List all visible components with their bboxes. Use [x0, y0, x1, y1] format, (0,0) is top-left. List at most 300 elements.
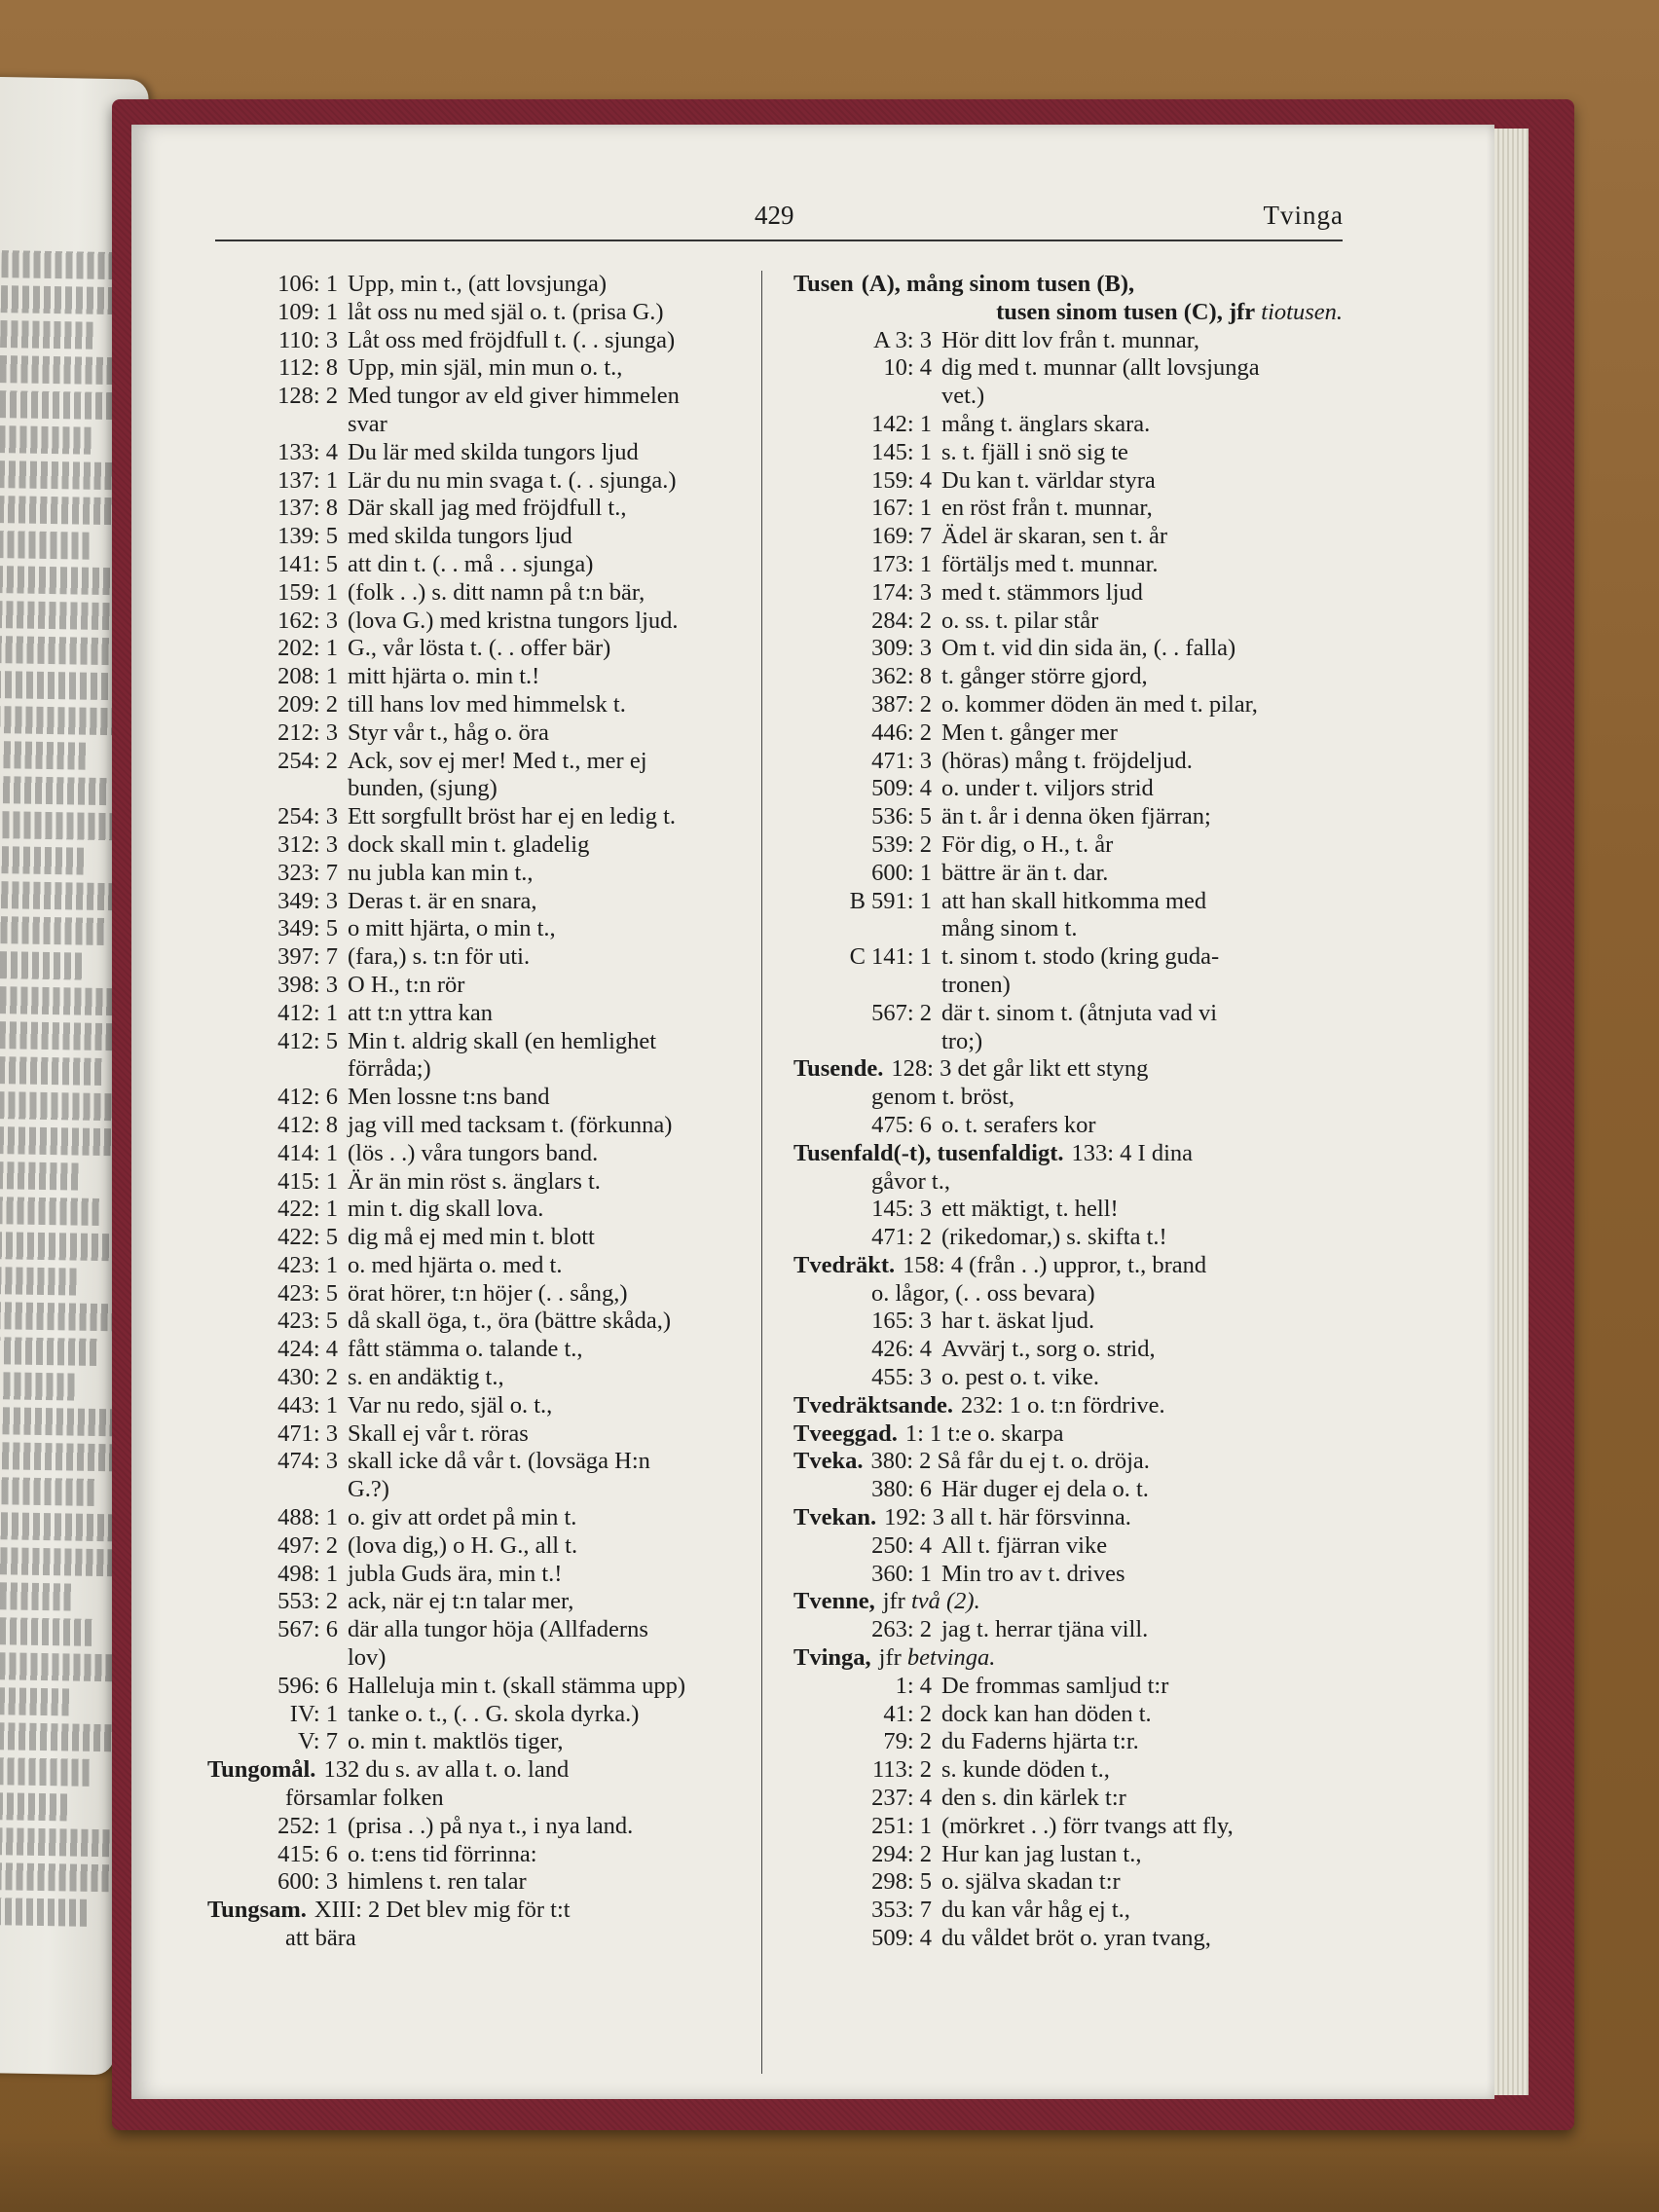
index-line [207, 1532, 748, 1561]
index-line [207, 1000, 748, 1028]
entry-text: 380: 2 Så får du ej t. o. dröja. [870, 1448, 1150, 1475]
entry-headword-line [207, 1897, 748, 1925]
entry-headword-line [793, 1448, 1343, 1476]
line-reference: 422: 1 [277, 1196, 338, 1223]
index-line [793, 1897, 1343, 1925]
line-reference: 162: 3 [277, 607, 338, 634]
line-text: än t. år i denna öken fjärran; [941, 803, 1211, 830]
index-line [793, 495, 1343, 523]
entry-text: tusen sinom tusen (C), jfr [996, 298, 1256, 325]
index-line [793, 635, 1343, 663]
line-reference: 133: 4 [277, 438, 338, 465]
line-reference: 600: 3 [277, 1868, 338, 1896]
line-text: att din t. (. . må . . sjunga) [348, 550, 594, 577]
index-line [207, 803, 748, 831]
index-line [207, 495, 748, 523]
index-line [793, 943, 1343, 972]
index-line [793, 1756, 1343, 1785]
line-text: Men lossne t:ns band [348, 1084, 550, 1111]
line-text: vet.) [941, 383, 985, 410]
line-reference: 141: 5 [277, 550, 338, 577]
entry-headword: Tusende. [793, 1055, 884, 1083]
index-line [207, 1504, 748, 1532]
index-line [793, 775, 1343, 803]
entry-text: jfr två (2). [882, 1588, 980, 1615]
line-text: nu jubla kan min t., [348, 859, 534, 886]
index-line [207, 1476, 748, 1504]
line-reference: 497: 2 [277, 1531, 338, 1559]
index-line [793, 1701, 1343, 1729]
index-line [793, 1308, 1343, 1336]
line-text: skall icke då vår t. (lovsäga H:n [348, 1448, 650, 1475]
line-reference: 323: 7 [277, 859, 338, 886]
line-text: Ädel är skaran, sen t. år [941, 523, 1167, 550]
line-text: Lär du nu min svaga t. (. . sjunga.) [348, 466, 677, 494]
entry-text: 128: 3 det går likt ett styng [891, 1055, 1149, 1083]
line-reference: 536: 5 [871, 803, 932, 830]
line-text: örat hörer, t:n höjer (. . sång,) [348, 1279, 628, 1307]
line-text: en röst från t. munnar, [941, 495, 1153, 522]
line-text: tronen) [941, 971, 1011, 998]
entry-headword-line [207, 1756, 748, 1785]
index-line [793, 915, 1343, 943]
line-reference: 498: 1 [277, 1560, 338, 1587]
line-reference: 443: 1 [277, 1391, 338, 1419]
index-line [207, 1168, 748, 1197]
line-text: Hör ditt lov från t. munnar, [941, 326, 1200, 353]
line-reference: 474: 3 [277, 1448, 338, 1475]
index-line [207, 719, 748, 748]
line-text: Med tungor av eld giver himmelen [348, 383, 680, 410]
entry-headword: Tvekan. [793, 1504, 877, 1531]
line-reference: 423: 5 [277, 1279, 338, 1307]
line-text: dig med t. munnar (allt lovsjunga [941, 354, 1260, 382]
line-text: Skall ej vår t. röras [348, 1419, 529, 1447]
index-line [793, 1112, 1343, 1140]
line-text: bättre är än t. dar. [941, 859, 1109, 886]
line-reference: 137: 8 [277, 495, 338, 522]
index-line [207, 1028, 748, 1056]
index-line [207, 1364, 748, 1392]
index-line [207, 354, 748, 383]
line-reference: 312: 3 [277, 830, 338, 858]
index-line [793, 1785, 1343, 1813]
line-reference: 415: 1 [277, 1167, 338, 1195]
index-line [793, 467, 1343, 496]
line-text: o. min t. maktlös tiger, [348, 1728, 564, 1755]
line-reference: 600: 1 [871, 859, 932, 886]
line-text: att han skall hitkomma med [941, 887, 1207, 914]
index-line [793, 1561, 1343, 1589]
line-text: tro;) [941, 1027, 983, 1054]
page-number: 429 [755, 201, 794, 230]
index-line [207, 299, 748, 327]
book-page [131, 125, 1494, 2099]
entry-headword: Tungsam. [207, 1897, 307, 1924]
index-line [207, 523, 748, 551]
index-line [207, 748, 748, 776]
line-reference: 110: 3 [277, 326, 338, 353]
index-line [207, 467, 748, 496]
line-reference: 298: 5 [871, 1868, 932, 1896]
line-text: (mörkret . .) förr tvangs att fly, [941, 1812, 1234, 1839]
entry-continuation: gåvor t., [871, 1167, 950, 1195]
entry-continuation: genom t. bröst, [871, 1084, 1014, 1111]
line-reference: 212: 3 [277, 719, 338, 746]
line-text: Deras t. är en snara, [348, 887, 537, 914]
entry-headword-line [793, 1140, 1343, 1168]
line-reference: 539: 2 [871, 830, 932, 858]
line-text: där t. sinom t. (åtnjuta vad vi [941, 999, 1218, 1026]
line-reference: A 3: 3 [873, 326, 932, 353]
left-column [207, 271, 748, 1953]
line-text: (folk . .) s. ditt namn på t:n bär, [348, 578, 645, 606]
index-line [793, 1925, 1343, 1953]
entry-text: 1: 1 t:e o. skarpa [904, 1419, 1064, 1447]
line-text: du kan vår håg ej t., [941, 1897, 1130, 1924]
entry-headword: Tungomål. [207, 1756, 316, 1784]
line-reference: B 591: 1 [849, 887, 932, 914]
index-line [207, 1616, 748, 1644]
line-text: fått stämma o. talande t., [348, 1336, 583, 1363]
index-line [207, 1055, 748, 1084]
line-reference: 309: 3 [871, 635, 932, 662]
line-text: Halleluja min t. (skall stämma upp) [348, 1672, 686, 1699]
entry-text: 232: 1 o. t:n fördrive. [961, 1391, 1165, 1419]
line-reference: V: 7 [297, 1728, 338, 1755]
index-line [793, 831, 1343, 860]
index-line [793, 1028, 1343, 1056]
line-text: (rikedomar,) s. skifta t.! [941, 1224, 1167, 1251]
entry-continuation [793, 299, 1343, 327]
entry-headword: Tusenfald(-t), tusenfaldigt. [793, 1139, 1064, 1166]
line-text: jag t. herrar tjäna vill. [941, 1616, 1149, 1643]
index-line [793, 1616, 1343, 1644]
index-line [207, 1336, 748, 1364]
index-line [793, 860, 1343, 888]
line-reference: 471: 3 [871, 747, 932, 774]
entry-headword: Tvinga, [793, 1644, 871, 1672]
line-text: svar [348, 410, 387, 437]
line-reference: 250: 4 [871, 1531, 932, 1559]
line-reference: 422: 5 [277, 1224, 338, 1251]
line-text: o. giv att ordet på min t. [348, 1504, 577, 1531]
line-text: Men t. gånger mer [941, 719, 1118, 746]
line-text: (höras) mång t. fröjdeljud. [941, 747, 1193, 774]
line-reference: 424: 4 [277, 1336, 338, 1363]
entry-headword-line [793, 1588, 1343, 1616]
line-reference: 415: 6 [277, 1840, 338, 1867]
line-reference: 488: 1 [277, 1504, 338, 1531]
line-text: o. t. serafers kor [941, 1111, 1096, 1138]
index-line [793, 327, 1343, 355]
line-text: G., vår lösta t. (. . offer bär) [348, 635, 611, 662]
index-line [793, 1813, 1343, 1841]
line-reference: 353: 7 [871, 1897, 932, 1924]
index-line [793, 1000, 1343, 1028]
right-column [793, 271, 1343, 1953]
line-text: mitt hjärta o. min t.! [348, 663, 540, 690]
index-line [207, 635, 748, 663]
index-line [207, 1196, 748, 1224]
index-line [793, 439, 1343, 467]
line-text: då skall öga, t., öra (bättre skåda,) [348, 1308, 671, 1335]
index-line [207, 691, 748, 719]
entry-headword: Tvedräktsande. [793, 1391, 954, 1419]
index-line [207, 1841, 748, 1869]
line-text: Var nu redo, själ o. t., [348, 1391, 553, 1419]
index-line [793, 354, 1343, 383]
index-line [793, 383, 1343, 411]
line-text: (lova G.) med kristna tungors ljud. [348, 607, 679, 634]
entry-text: 133: 4 I dina [1071, 1139, 1194, 1166]
line-text: De frommas samljud t:r [941, 1672, 1169, 1699]
index-line [207, 1588, 748, 1616]
table-shadow [0, 2132, 1659, 2212]
entry-text: XIII: 2 Det blev mig för t:t [313, 1897, 571, 1924]
line-text: Hur kan jag lustan t., [941, 1840, 1142, 1867]
entry-continuation: församlar folken [285, 1785, 444, 1812]
index-line [207, 1728, 748, 1756]
index-line [793, 1224, 1343, 1252]
line-text: o. ss. t. pilar står [941, 607, 1099, 634]
line-text: o. själva skadan t:r [941, 1868, 1121, 1896]
line-reference: 137: 1 [277, 466, 338, 494]
line-text: Du lär med skilda tungors ljud [348, 438, 639, 465]
index-line [793, 972, 1343, 1000]
line-text: s. kunde döden t., [941, 1756, 1110, 1784]
index-line [207, 663, 748, 691]
line-reference: 475: 6 [871, 1111, 932, 1138]
entry-headword: Tusen [793, 271, 854, 297]
line-text: o. t:ens tid förrinna: [348, 1840, 537, 1867]
line-reference: 41: 2 [883, 1700, 932, 1727]
line-reference: 387: 2 [871, 690, 932, 718]
line-reference: 145: 1 [871, 438, 932, 465]
line-text: Är än min röst s. änglars t. [348, 1167, 601, 1195]
line-reference: 360: 1 [871, 1560, 932, 1587]
entry-headword-line [793, 1504, 1343, 1532]
index-line [793, 1841, 1343, 1869]
running-head: Tvinga [1263, 201, 1344, 230]
line-reference: 567: 6 [277, 1616, 338, 1643]
line-text: mång t. änglars skara. [941, 410, 1151, 437]
line-text: O H., t:n rör [348, 971, 465, 998]
line-text: Ack, sov ej mer! Med t., mer ej [348, 747, 647, 774]
line-reference: 169: 7 [871, 523, 932, 550]
cross-reference: tiotusen. [1261, 298, 1343, 325]
line-text: All t. fjärran vike [941, 1531, 1108, 1559]
line-text: (prisa . .) på nya t., i nya land. [348, 1812, 634, 1839]
index-line [793, 1336, 1343, 1364]
line-text: t. sinom t. stodo (kring guda- [941, 943, 1220, 971]
line-reference: 251: 1 [871, 1812, 932, 1839]
line-reference: 145: 3 [871, 1196, 932, 1223]
line-text: dock kan han döden t. [941, 1700, 1152, 1727]
line-reference: 159: 1 [277, 578, 338, 606]
line-reference: 380: 6 [871, 1476, 932, 1503]
index-line [207, 1252, 748, 1280]
line-text: o. under t. viljors strid [941, 775, 1154, 802]
entry-headword-line [793, 1055, 1343, 1084]
index-line [207, 943, 748, 972]
line-reference: 159: 4 [871, 466, 932, 494]
line-text: Upp, min t., (att lovsjunga) [348, 271, 608, 297]
line-reference: 446: 2 [871, 719, 932, 746]
index-line [793, 551, 1343, 579]
index-line [793, 411, 1343, 439]
entry-headword: Tveeggad. [793, 1419, 898, 1447]
line-text: ack, när ej t:n talar mer, [348, 1588, 574, 1615]
header-rule [215, 240, 1343, 241]
line-text: För dig, o H., t. år [941, 830, 1114, 858]
line-text: o. kommer döden än med t. pilar, [941, 690, 1258, 718]
line-reference: 509: 4 [871, 1925, 932, 1952]
line-reference: 284: 2 [871, 607, 932, 634]
page-edges [1490, 129, 1529, 2095]
line-text: Ett sorgfullt bröst har ej en ledig t. [348, 803, 677, 830]
line-reference: 173: 1 [871, 550, 932, 577]
index-line [207, 831, 748, 860]
entry-text: 158: 4 (från . .) uppror, t., brand [903, 1251, 1207, 1278]
index-line [207, 1701, 748, 1729]
entry-headword-line [793, 1644, 1343, 1673]
column-divider [761, 271, 762, 2074]
line-reference: 1: 4 [895, 1672, 932, 1699]
line-reference: 567: 2 [871, 999, 932, 1026]
index-line [207, 972, 748, 1000]
line-text: (lös . .) våra tungors band. [348, 1139, 599, 1166]
line-text: t. gånger större gjord, [941, 663, 1148, 690]
line-text: Du kan t. världar styra [941, 466, 1156, 494]
line-text: ett mäktigt, t. hell! [941, 1196, 1119, 1223]
line-reference: 254: 3 [277, 803, 338, 830]
line-text: G.?) [348, 1476, 389, 1503]
line-text: Här duger ej dela o. t. [941, 1476, 1149, 1503]
line-reference: 142: 1 [871, 410, 932, 437]
line-reference: 167: 1 [871, 495, 932, 522]
line-text: (fara,) s. t:n för uti. [348, 943, 531, 971]
entry-text: (A), mång sinom tusen (B), [861, 271, 1135, 297]
index-line [793, 579, 1343, 608]
index-line [207, 327, 748, 355]
index-line [207, 1112, 748, 1140]
line-reference: 208: 1 [277, 663, 338, 690]
index-line [207, 1868, 748, 1897]
entry-headword-line [793, 271, 1343, 299]
line-reference: 412: 1 [277, 999, 338, 1026]
index-line [793, 608, 1343, 636]
line-text: s. t. fjäll i snö sig te [941, 438, 1128, 465]
index-line [793, 1196, 1343, 1224]
index-line [207, 439, 748, 467]
line-text: Upp, min själ, min mun o. t., [348, 354, 623, 382]
line-text: Min t. aldrig skall (en hemlighet [348, 1027, 657, 1054]
index-line [207, 1561, 748, 1589]
index-line [207, 1448, 748, 1476]
line-reference: 412: 5 [277, 1027, 338, 1054]
line-reference: 263: 2 [871, 1616, 932, 1643]
index-line [207, 1420, 748, 1449]
line-text: med skilda tungors ljud [348, 523, 572, 550]
line-reference: 596: 6 [277, 1672, 338, 1699]
line-text: förråda;) [348, 1055, 431, 1083]
index-line [207, 411, 748, 439]
cross-reference: två (2). [910, 1588, 980, 1615]
line-reference: 349: 3 [277, 887, 338, 914]
line-text: s. en andäktig t., [348, 1364, 504, 1391]
line-text: den s. din kärlek t:r [941, 1785, 1126, 1812]
index-line [793, 719, 1343, 748]
line-reference: 112: 8 [277, 354, 338, 382]
line-text: bunden, (sjung) [348, 775, 498, 802]
index-line [793, 803, 1343, 831]
index-line [793, 523, 1343, 551]
index-line [793, 888, 1343, 916]
line-text: Om t. vid din sida än, (. . falla) [941, 635, 1236, 662]
entry-headword: Tvedräkt. [793, 1251, 896, 1278]
line-text: har t. äskat ljud. [941, 1308, 1095, 1335]
line-reference: 553: 2 [277, 1588, 338, 1615]
index-line [207, 888, 748, 916]
index-line [207, 1224, 748, 1252]
line-text: o. pest o. t. vike. [941, 1364, 1099, 1391]
index-line [207, 608, 748, 636]
entry-continuation: att bära [285, 1925, 356, 1952]
line-text: Där skall jag med fröjdfull t., [348, 495, 627, 522]
entry-text: 132 du s. av alla t. o. land [323, 1756, 570, 1784]
index-line [207, 1392, 748, 1420]
line-text: Avvärj t., sorg o. strid, [941, 1336, 1156, 1363]
line-text: tanke o. t., (. . G. skola dyrka.) [348, 1700, 640, 1727]
line-reference: 202: 1 [277, 635, 338, 662]
entry-headword-line [793, 1392, 1343, 1420]
index-line [207, 1280, 748, 1309]
index-line [793, 748, 1343, 776]
line-reference: 349: 5 [277, 915, 338, 942]
line-text: himlens t. ren talar [348, 1868, 527, 1896]
line-reference: 397: 7 [277, 943, 338, 971]
line-text: (lova dig,) o H. G., all t. [348, 1531, 578, 1559]
index-line [207, 860, 748, 888]
line-reference: 398: 3 [277, 971, 338, 998]
line-reference: 209: 2 [277, 690, 338, 718]
index-line [793, 1532, 1343, 1561]
line-text: där alla tungor höja (Allfaderns [348, 1616, 648, 1643]
line-reference: 430: 2 [277, 1364, 338, 1391]
line-reference: 423: 1 [277, 1251, 338, 1278]
line-text: min t. dig skall lova. [348, 1196, 544, 1223]
line-reference: IV: 1 [289, 1700, 338, 1727]
line-reference: C 141: 1 [849, 943, 932, 971]
line-text: Låt oss med fröjdfull t. (. . sjunga) [348, 326, 676, 353]
line-reference: 362: 8 [871, 663, 932, 690]
line-text: till hans lov med himmelsk t. [348, 690, 626, 718]
index-line [793, 691, 1343, 719]
index-line [207, 1084, 748, 1112]
line-reference: 237: 4 [871, 1785, 932, 1812]
index-line [793, 1476, 1343, 1504]
line-text: att t:n yttra kan [348, 999, 493, 1026]
line-reference: 471: 2 [871, 1224, 932, 1251]
index-line [207, 775, 748, 803]
line-reference: 106: 1 [277, 271, 338, 297]
index-line [207, 1644, 748, 1673]
index-line [207, 1140, 748, 1168]
index-line [793, 1673, 1343, 1701]
line-reference: 128: 2 [277, 383, 338, 410]
entry-continuation: o. lågor, (. . oss bevara) [871, 1279, 1095, 1307]
